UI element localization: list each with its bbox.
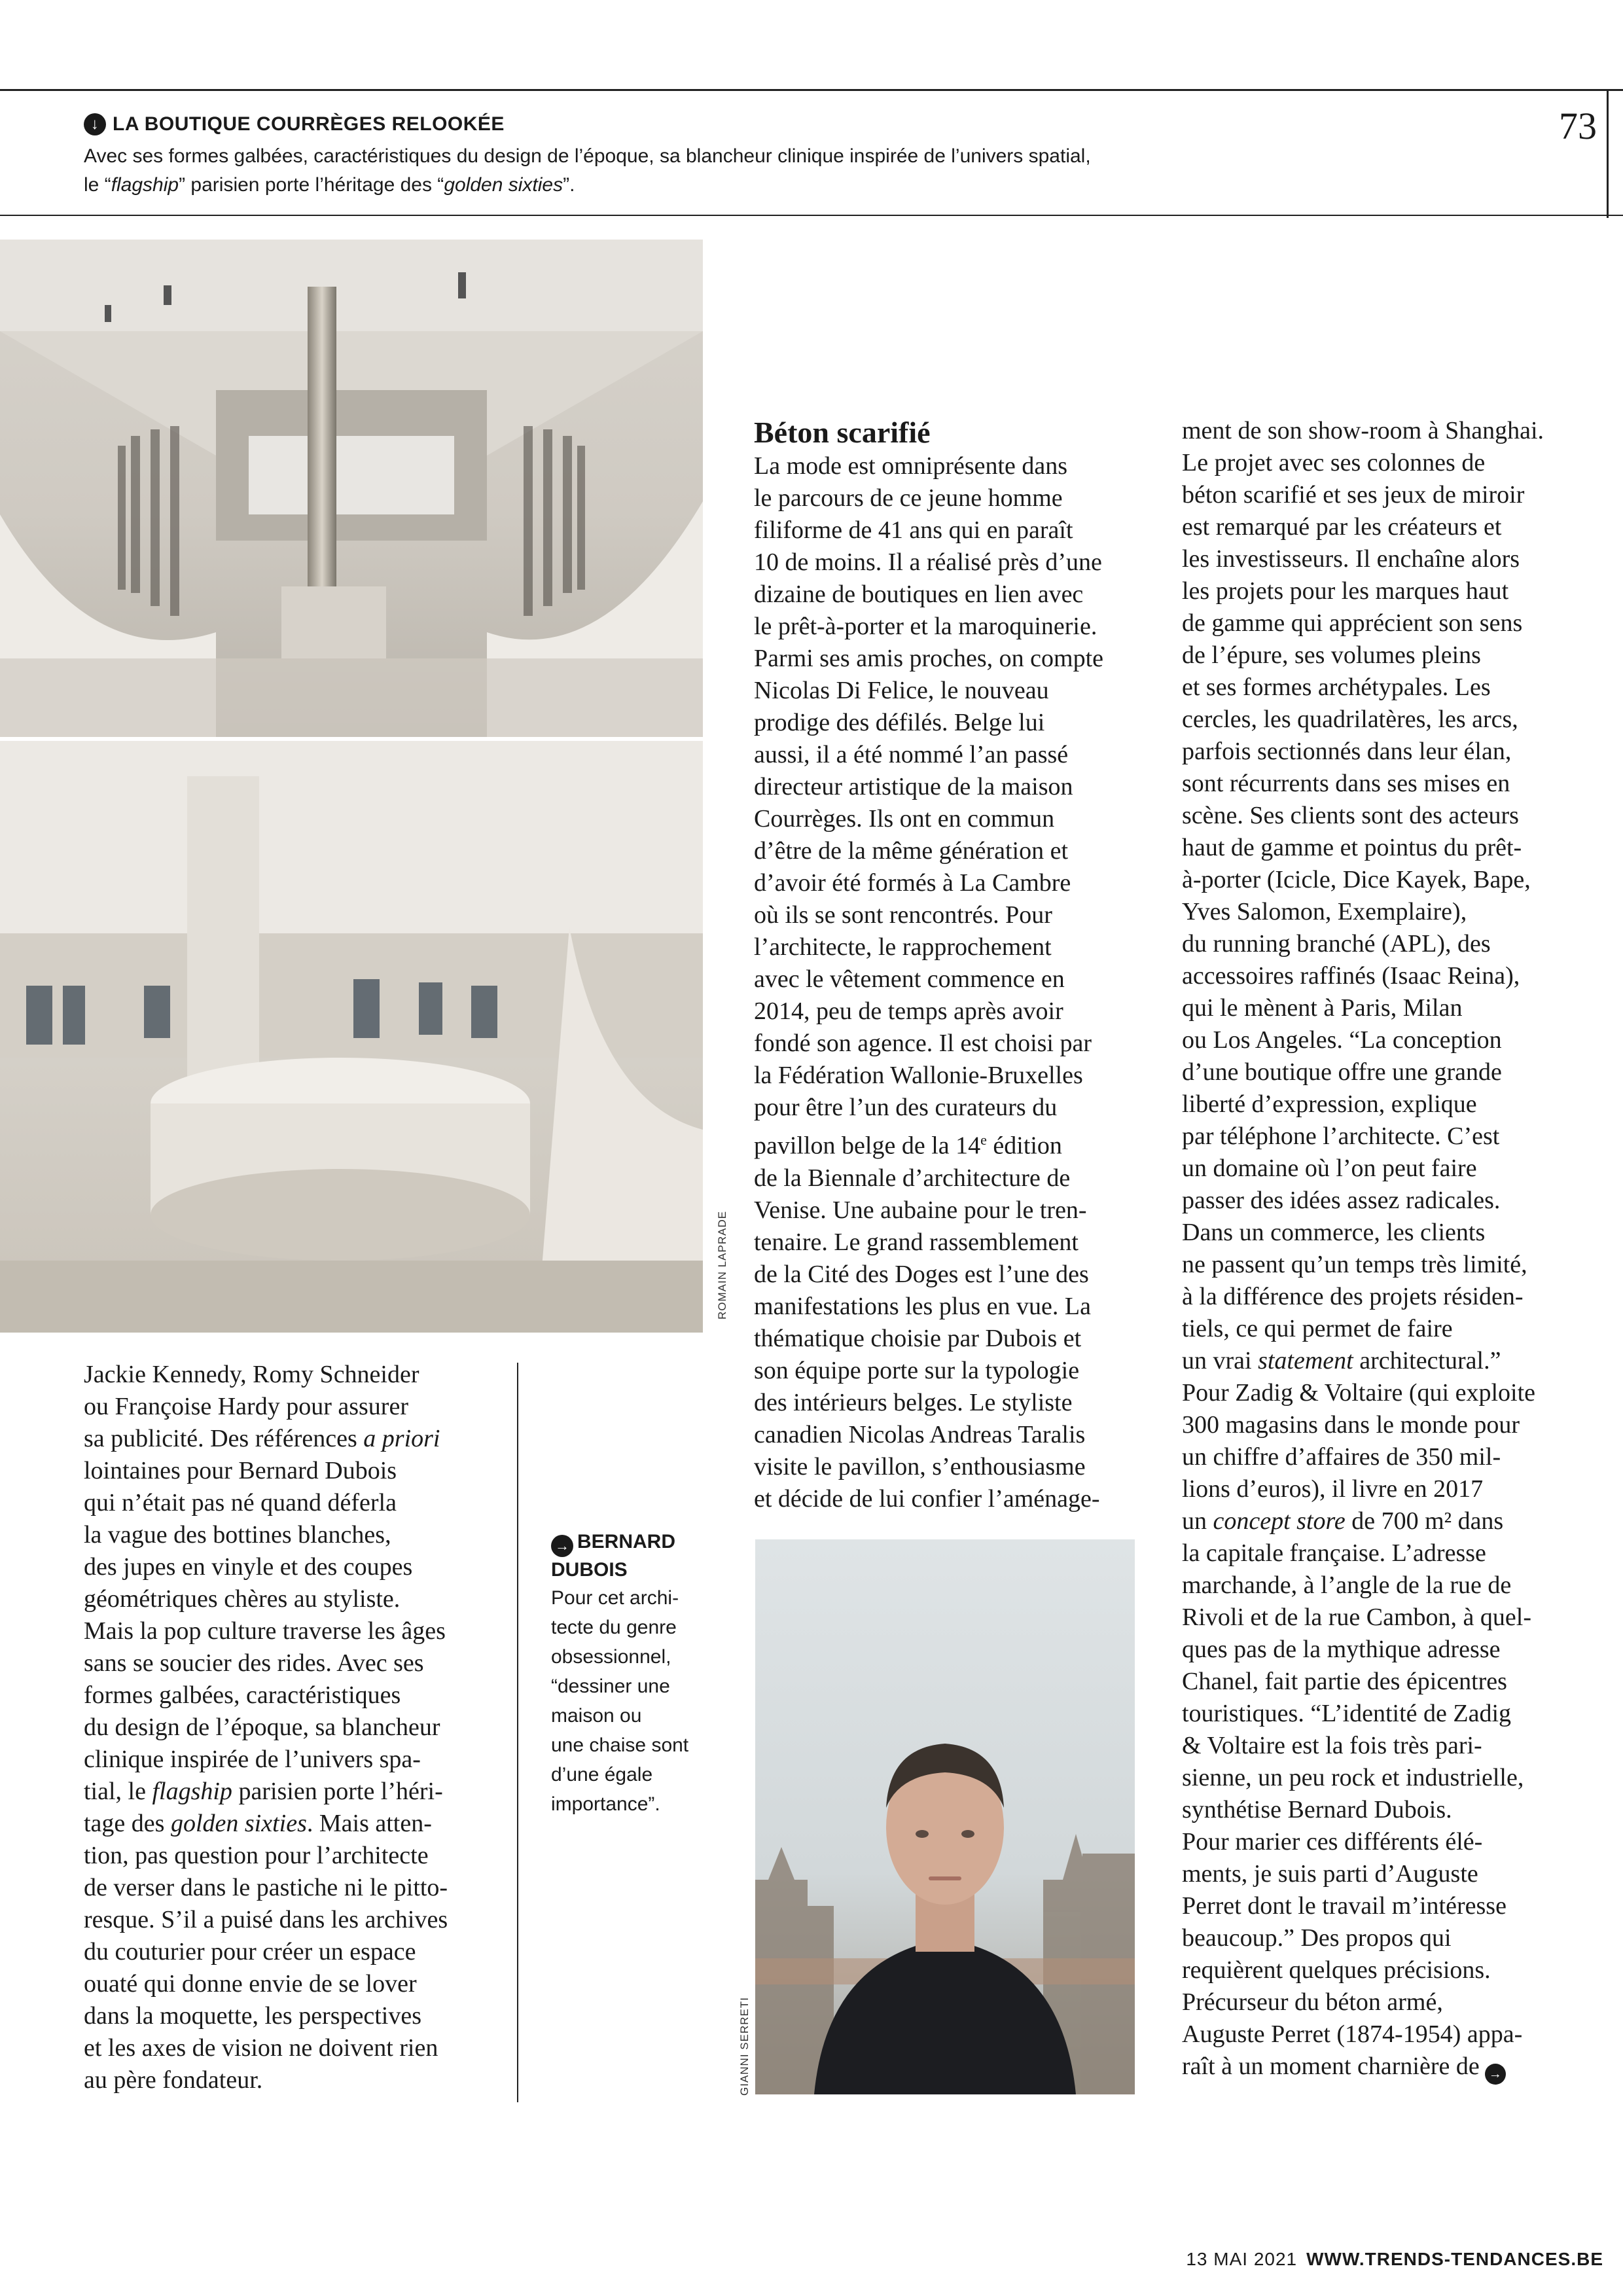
header-rule (1607, 91, 1609, 218)
quote-name-line-1: BERNARD (577, 1531, 675, 1552)
left-line: la vague des bottines blanches, (84, 1521, 391, 1549)
mid-line: de la Cité des Doges est l’une des (754, 1260, 1089, 1288)
right-line: à-porter (Icicle, Dice Kayek, Bape, (1182, 866, 1531, 893)
right-line: Le projet avec ses colonnes de (1182, 449, 1486, 476)
right-line: Chanel, fait partie des épicentres (1182, 1668, 1507, 1695)
right-line (1182, 2051, 1588, 2085)
right-line: la capitale française. L’adresse (1182, 1539, 1486, 1567)
quote-name-line-2: DUBOIS (551, 1559, 628, 1581)
right-line: cercles, les quadrilatères, les arcs, (1182, 706, 1518, 733)
mid-line: tenaire. Le grand rassemblement (754, 1228, 1079, 1256)
mid-line: manifestations les plus en vue. La (754, 1292, 1091, 1320)
mid-line: 2014, peu de temps après avoir (754, 997, 1063, 1025)
right-line: du running branché (APL), des (1182, 930, 1491, 958)
mid-line: prodige des défilés. Belge lui (754, 709, 1045, 736)
right-line: sont récurrents dans ses mises en (1182, 770, 1510, 797)
right-line: Précurseur du béton armé, (1182, 1988, 1443, 2016)
mid-line: et décide de lui confier l’aménage- (754, 1484, 1100, 1513)
right-line: Perret dont le travail m’intéresse (1182, 1892, 1507, 1920)
quote-name (551, 1529, 715, 1583)
caption-text (84, 142, 1491, 200)
mid-line: pavillon belge de la 14e édition (754, 1132, 1062, 1160)
right-line: d’une boutique offre une grande (1182, 1058, 1502, 1086)
left-line: tage des golden sixties. Mais atten- (84, 1810, 432, 1837)
quote-line: importance”. (551, 1793, 660, 1815)
page-footer (1186, 2249, 1603, 2270)
website-url: WWW.TRENDS-TENDANCES.BE (1306, 2249, 1603, 2269)
mid-line: Nicolas Di Felice, le nouveau (754, 677, 1049, 704)
right-line: requièrent quelques précisions. (1182, 1956, 1491, 1984)
mid-line: canadien Nicolas Andreas Taralis (754, 1420, 1086, 1448)
mid-line: le prêt-à-porter et la maroquinerie. (754, 613, 1097, 640)
right-line: Auguste Perret (1874-1954) appa- (1182, 2020, 1523, 2048)
right-line: 300 magasins dans le monde pour (1182, 1411, 1520, 1439)
left-line: tion, pas question pour l’architecte (84, 1842, 429, 1869)
mid-line: son équipe porte sur la typologie (754, 1356, 1080, 1384)
right-line: lions d’euros), il livre en 2017 (1182, 1475, 1484, 1503)
mid-line: d’avoir été formés à La Cambre (754, 869, 1071, 897)
mid-line: où ils se sont rencontrés. Pour (754, 901, 1052, 929)
mid-line: Courrèges. Ils ont en commun (754, 805, 1055, 833)
mid-line: directeur artistique de la maison (754, 773, 1073, 800)
right-line: un concept store de 700 m² dans (1182, 1507, 1504, 1535)
caption-bar (0, 89, 1623, 216)
right-line: et ses formes archétypales. Les (1182, 673, 1491, 701)
right-line: marchande, à l’angle de la rue de (1182, 1571, 1512, 1599)
left-line: dans la moquette, les perspectives (84, 2002, 422, 2030)
mid-line: d’être de la même génération et (754, 837, 1069, 865)
right-column (1182, 415, 1588, 2085)
right-line: ques pas de la mythique adresse (1182, 1636, 1501, 1663)
mid-line: avec le vêtement commence en (754, 965, 1065, 993)
left-line: tial, le flagship parisien porte l’héri- (84, 1778, 443, 1805)
left-line: sans se soucier des rides. Avec ses (84, 1649, 424, 1677)
issue-date: 13 MAI 2021 (1186, 2249, 1298, 2269)
column-rule (517, 1363, 518, 2102)
left-line: sa publicité. Des références a priori (84, 1425, 440, 1452)
mid-line: Parmi ses amis proches, on compte (754, 645, 1104, 672)
quote-line: d’une égale (551, 1764, 653, 1785)
portrait-credit: GIANNI SERRETI (738, 1997, 751, 2096)
right-line: Yves Salomon, Exemplaire), (1182, 898, 1467, 925)
left-line: des jupes en vinyle et des coupes (84, 1553, 413, 1581)
left-line: au père fondateur. (84, 2066, 263, 2094)
right-arrow-circle-icon: → (1485, 2064, 1506, 2085)
right-line: synthétise Bernard Dubois. (1182, 1796, 1452, 1823)
left-line: clinique inspirée de l’univers spa- (84, 1746, 421, 1773)
mid-line: le parcours de ce jeune homme (754, 484, 1063, 512)
right-line: à la différence des projets résiden- (1182, 1283, 1524, 1310)
right-arrow-circle-icon: → (551, 1535, 573, 1557)
left-line: lointaines pour Bernard Dubois (84, 1457, 397, 1484)
quote-line: tecte du genre (551, 1617, 677, 1638)
right-line: un vrai statement architectural.” (1182, 1347, 1501, 1374)
down-arrow-circle-icon: ↓ (84, 113, 106, 135)
mid-line: visite le pavillon, s’enthousiasme (754, 1452, 1086, 1480)
pull-quote (551, 1529, 715, 1819)
left-line: géométriques chères au styliste. (84, 1585, 401, 1613)
right-line: touristiques. “L’identité de Zadig (1182, 1700, 1512, 1727)
mid-line: de la Biennale d’architecture de (754, 1164, 1071, 1192)
right-line: qui le mènent à Paris, Milan (1182, 994, 1463, 1022)
left-line: Mais la pop culture traverse les âges (84, 1617, 446, 1645)
mid-line: aussi, il a été nommé l’an passé (754, 741, 1069, 768)
mid-line: des intérieurs belges. Le styliste (754, 1388, 1073, 1416)
mid-line: la Fédération Wallonie-Bruxelles (754, 1062, 1083, 1089)
right-line: béton scarifié et ses jeux de miroir (1182, 481, 1525, 509)
right-line: scène. Ses clients sont des acteurs (1182, 802, 1519, 829)
left-line: de verser dans le pastiche ni le pitto- (84, 1874, 448, 1901)
mid-line: Venise. Une aubaine pour le tren- (754, 1196, 1087, 1224)
right-line: les projets pour les marques haut (1182, 577, 1509, 605)
mid-line: filiforme de 41 ans qui en paraît (754, 516, 1073, 544)
quote-line: maison ou (551, 1705, 642, 1727)
right-line: parfois sectionnés dans leur élan, (1182, 738, 1512, 765)
right-line: passer des idées assez radicales. (1182, 1187, 1501, 1214)
mid-line: fondé son agence. Il est choisi par (754, 1030, 1092, 1057)
left-line: ouaté qui donne envie de se lover (84, 1970, 417, 1998)
page-number: 73 (1559, 105, 1597, 147)
left-line: formes galbées, caractéristiques (84, 1681, 401, 1709)
right-line: un domaine où l’on peut faire (1182, 1155, 1477, 1182)
left-line: ou Françoise Hardy pour assurer (84, 1393, 408, 1420)
right-line: beaucoup.” Des propos qui (1182, 1924, 1452, 1952)
caption-line-1: Avec ses formes galbées, caractéristiques du design de l’époque, sa blancheur clinique inspirée de l’univers spatial, (84, 145, 1091, 167)
right-line: Pour Zadig & Voltaire (qui exploite (1182, 1379, 1536, 1407)
right-line: haut de gamme et pointus du prêt- (1182, 834, 1522, 861)
quote-line: une chaise sont (551, 1734, 689, 1756)
left-line: qui n’était pas né quand déferla (84, 1489, 397, 1516)
right-line: ments, je suis parti d’Auguste (1182, 1860, 1478, 1888)
right-line: sienne, un peu rock et industrielle, (1182, 1764, 1524, 1791)
right-line: liberté d’expression, explique (1182, 1090, 1477, 1118)
mid-line: dizaine de boutiques en lien avec (754, 581, 1084, 608)
mid-line: l’architecte, le rapprochement (754, 933, 1052, 961)
quote-line: “dessiner une (551, 1676, 670, 1697)
right-line: ou Los Angeles. “La conception (1182, 1026, 1502, 1054)
left-line: Jackie Kennedy, Romy Schneider (84, 1361, 419, 1388)
right-last-line-text: raît à un moment charnière de (1182, 2053, 1480, 2080)
right-line: accessoires raffinés (Isaac Reina), (1182, 962, 1520, 990)
right-line: Pour marier ces différents élé- (1182, 1828, 1483, 1856)
right-line: est remarqué par les créateurs et (1182, 513, 1502, 541)
boutique-photo (0, 240, 703, 1333)
caption-title (84, 113, 505, 135)
right-line: ment de son show-room à Shanghai. (1182, 417, 1544, 444)
mid-line: pour être l’un des curateurs du (754, 1094, 1058, 1121)
right-line: Rivoli et de la rue Cambon, à quel- (1182, 1604, 1531, 1631)
caption-title-text: LA BOUTIQUE COURRÈGES RELOOKÉE (113, 113, 505, 135)
section-heading: Béton scarifié (754, 416, 931, 449)
right-line: tiels, ce qui permet de faire (1182, 1315, 1453, 1342)
caption-line-2: le “flagship” parisien porte l’héritage des “golden sixties”. (84, 174, 575, 196)
left-line: resque. S’il a puisé dans les archives (84, 1906, 448, 1933)
portrait-photo (755, 1539, 1135, 2094)
right-line: & Voltaire est la fois très pari- (1182, 1732, 1482, 1759)
left-line: du couturier pour créer un espace (84, 1938, 416, 1965)
right-line: de gamme qui apprécient son sens (1182, 609, 1523, 637)
quote-line: obsessionnel, (551, 1646, 671, 1668)
right-line: de l’épure, ses volumes pleins (1182, 641, 1481, 669)
right-line: un chiffre d’affaires de 350 mil- (1182, 1443, 1501, 1471)
mid-line: La mode est omniprésente dans (754, 452, 1068, 480)
right-line: les investisseurs. Il enchaîne alors (1182, 545, 1520, 573)
middle-column (754, 415, 1147, 1515)
left-line: et les axes de vision ne doivent rien (84, 2034, 438, 2062)
quote-line: Pour cet archi- (551, 1587, 679, 1609)
right-line: par téléphone l’architecte. C’est (1182, 1122, 1500, 1150)
right-line: Dans un commerce, les clients (1182, 1219, 1486, 1246)
right-line: ne passent qu’un temps très limité, (1182, 1251, 1527, 1278)
photo-credit: ROMAIN LAPRADE (716, 1210, 728, 1319)
mid-line: 10 de moins. Il a réalisé près d’une (754, 548, 1102, 576)
left-line: du design de l’époque, sa blancheur (84, 1713, 440, 1741)
mid-line: thématique choisie par Dubois et (754, 1324, 1082, 1352)
left-column (84, 1359, 503, 2096)
